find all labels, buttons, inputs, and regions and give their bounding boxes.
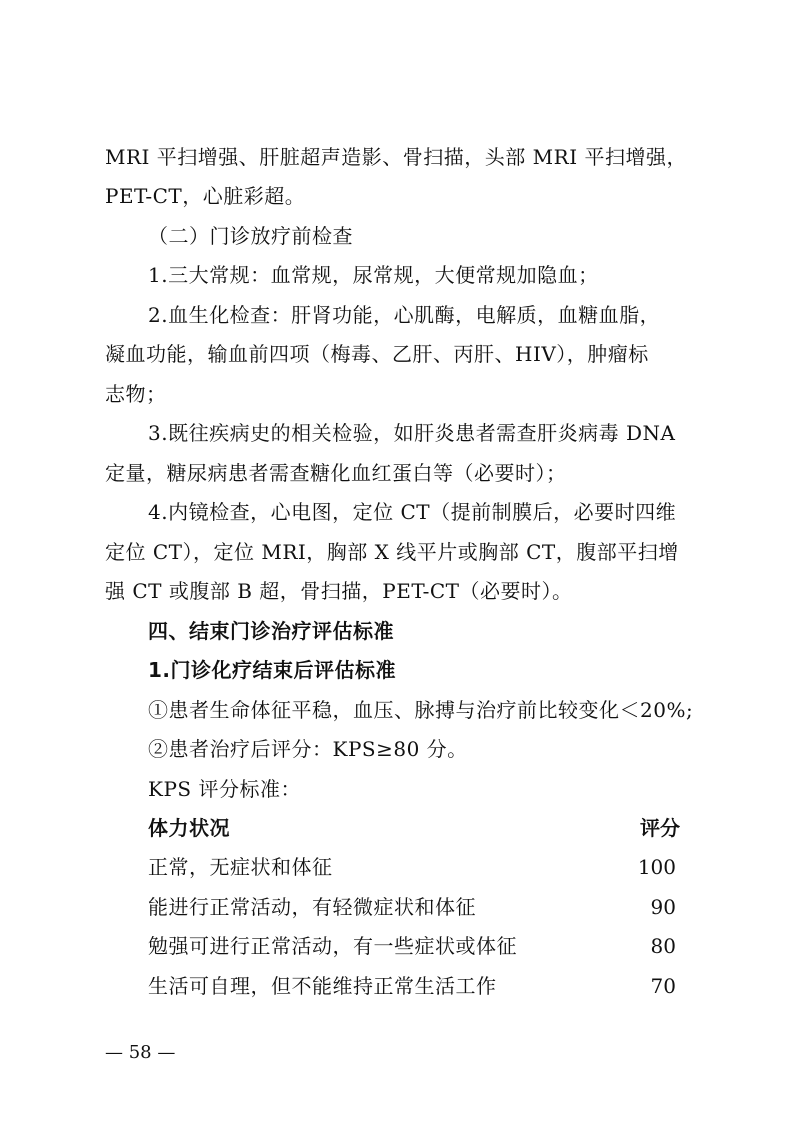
paragraph-line: ②患者治疗后评分：KPS≥80 分。 <box>148 737 468 761</box>
table-header-score: 评分 <box>640 816 680 840</box>
table-row-condition: 能进行正常活动，有轻微症状和体征 <box>148 895 476 919</box>
table-row-score: 70 <box>650 974 676 998</box>
paragraph-line: 2.血生化检查：肝肾功能，心肌酶，电解质，血糖血脂， <box>148 303 661 327</box>
paragraph-line: 4.内镜检查，心电图，定位 CT（提前制膜后，必要时四维 <box>148 500 677 524</box>
paragraph-line: 强 CT 或腹部 B 超，骨扫描，PET-CT（必要时）。 <box>105 579 573 603</box>
table-row-score: 80 <box>650 934 676 958</box>
table-row-condition: 正常，无症状和体征 <box>148 855 333 879</box>
table-row-condition: 勉强可进行正常活动，有一些症状或体征 <box>148 934 517 958</box>
paragraph-line: 凝血功能，输血前四项（梅毒、乙肝、丙肝、HIV），肿瘤标 <box>105 342 649 366</box>
table-row-score: 100 <box>637 855 676 879</box>
paragraph-line: ①患者生命体征平稳，血压、脉搏与治疗前比较变化＜20%; <box>148 698 694 722</box>
page-number: — 58 — <box>105 1042 176 1063</box>
paragraph-line: KPS 评分标准： <box>148 777 301 801</box>
table-row-condition: 生活可自理，但不能维持正常生活工作 <box>148 974 497 998</box>
subsection-heading: 1.门诊化疗结束后评估标准 <box>148 658 397 682</box>
paragraph-line: 3.既往疾病史的相关检验，如肝炎患者需查肝炎病毒 DNA <box>148 421 676 445</box>
paragraph-line: 志物； <box>105 382 167 406</box>
table-header-condition: 体力状况 <box>148 816 230 840</box>
table-row-score: 90 <box>650 895 676 919</box>
section-heading: （二）门诊放疗前检查 <box>148 224 353 248</box>
paragraph-line: 1.三大常规：血常规，尿常规，大便常规加隐血； <box>148 263 599 287</box>
paragraph-line: PET-CT，心脏彩超。 <box>105 184 306 208</box>
paragraph-line: MRI 平扫增强、肝脏超声造影、骨扫描，头部 MRI 平扫增强， <box>105 145 687 169</box>
section-heading: 四、结束门诊治疗评估标准 <box>148 619 394 643</box>
paragraph-line: 定位 CT），定位 MRI，胸部 X 线平片或胸部 CT，腹部平扫增 <box>105 540 679 564</box>
paragraph-line: 定量，糖尿病患者需查糖化血红蛋白等（必要时）； <box>105 461 567 485</box>
